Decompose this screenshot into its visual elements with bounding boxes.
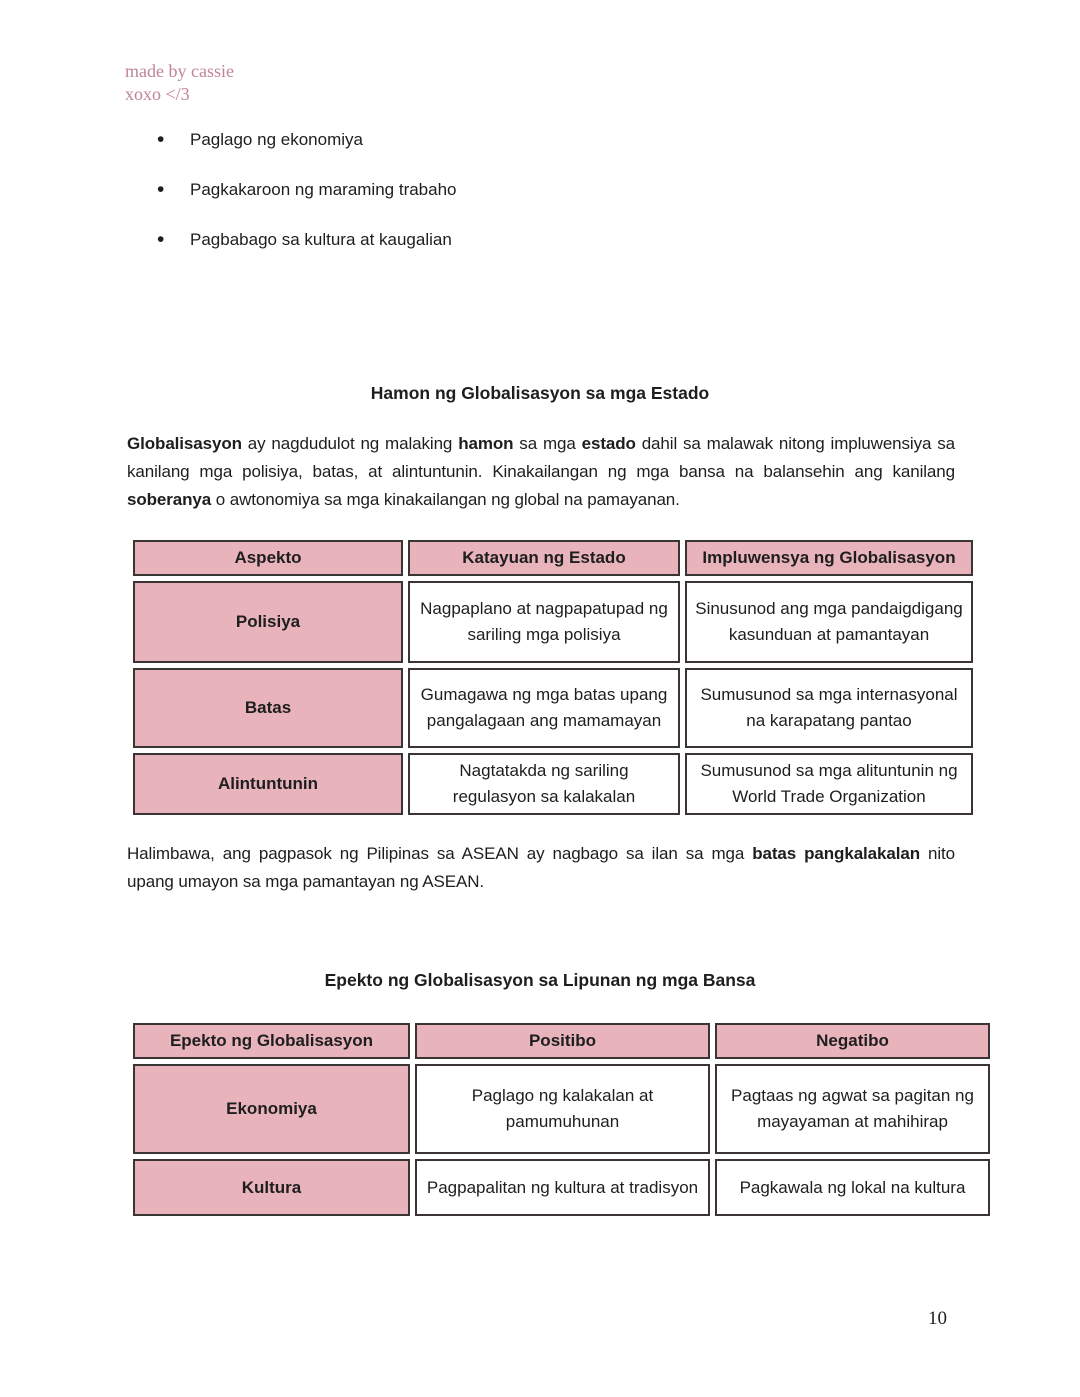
- page-number: 10: [928, 1308, 947, 1329]
- bold-term: hamon: [458, 434, 514, 453]
- table-row: [133, 581, 973, 663]
- text-segment: dahil sa malawak nitong impluwensiya sa kanilang mga polisiya, batas, at alintuntunin. Kinakailangan ng mga bansa na balansehin ang kanilang: [127, 434, 955, 481]
- table-cell: Pagkawala ng lokal na kultura: [715, 1159, 990, 1216]
- text-segment: nito upang umayon sa mga pamantayan ng ASEAN.: [127, 844, 955, 891]
- table-cell: Nagtatakda ng sariling regulasyon sa kalakalan: [408, 753, 680, 815]
- bullet-list: [157, 128, 457, 278]
- header-impluwensya: Impluwensya ng Globalisasyon: [685, 540, 973, 576]
- text-segment: sa mga: [513, 434, 582, 453]
- header-epekto: Epekto ng Globalisasyon: [133, 1023, 410, 1059]
- bold-term: estado: [581, 434, 636, 453]
- table-cell: Nagpaplano at nagpapatupad ng sariling mga polisiya: [408, 581, 680, 663]
- watermark: [125, 60, 234, 106]
- table-row: [133, 1064, 990, 1154]
- header-aspekto: Aspekto: [133, 540, 403, 576]
- section1-example-paragraph: [127, 840, 955, 896]
- row-label-ekonomiya: Ekonomiya: [133, 1064, 410, 1154]
- table-header-row: [133, 1023, 990, 1059]
- section1-intro-paragraph: [127, 430, 955, 514]
- table-header-row: [133, 540, 973, 576]
- header-katayuan: Katayuan ng Estado: [408, 540, 680, 576]
- row-label-alintuntunin: Alintuntunin: [133, 753, 403, 815]
- table-cell: Paglago ng kalakalan at pamumuhunan: [415, 1064, 710, 1154]
- table-cell: Sumusunod sa mga internasyonal na karapatang pantao: [685, 668, 973, 748]
- bold-term: Globalisasyon: [127, 434, 242, 453]
- table-cell: Sumusunod sa mga alituntunin ng World Trade Organization: [685, 753, 973, 815]
- bold-term: batas pangkalakalan: [752, 844, 920, 863]
- table-row: [133, 668, 973, 748]
- table-row: [133, 753, 973, 815]
- row-label-polisiya: Polisiya: [133, 581, 403, 663]
- text-segment: o awtonomiya sa mga kinakailangan ng global na pamayanan.: [211, 490, 680, 509]
- bullet-item: [157, 178, 457, 202]
- text-segment: ay nagdudulot ng malaking: [241, 434, 459, 453]
- table-cell: Sinusunod ang mga pandaigdigang kasunduan at pamantayan: [685, 581, 973, 663]
- table-row: [133, 1159, 990, 1216]
- text-segment: Halimbawa, ang pagpasok ng Pilipinas sa ASEAN ay nagbago sa ilan sa mga: [127, 844, 753, 863]
- bullet-text: Pagbabago sa kultura at kaugalian: [190, 230, 452, 249]
- bullet-item: [157, 128, 457, 152]
- section2-heading: Epekto ng Globalisasyon sa Lipunan ng mga Bansa: [324, 970, 756, 990]
- table-cell: Pagpapalitan ng kultura at tradisyon: [415, 1159, 710, 1216]
- table-cell: Pagtaas ng agwat sa pagitan ng mayayaman at mahihirap: [715, 1064, 990, 1154]
- watermark-line1: made by cassie: [125, 61, 234, 81]
- header-positibo: Positibo: [415, 1023, 710, 1059]
- row-label-batas: Batas: [133, 668, 403, 748]
- table-hamon-ng-globalisasyon: [128, 535, 978, 820]
- watermark-line2: xoxo </3: [125, 84, 190, 104]
- table-cell: Gumagawa ng mga batas upang pangalagaan ang mamamayan: [408, 668, 680, 748]
- section1-heading: Hamon ng Globalisasyon sa mga Estado: [370, 383, 710, 403]
- bullet-text: Pagkakaroon ng maraming trabaho: [190, 180, 457, 199]
- header-negatibo: Negatibo: [715, 1023, 990, 1059]
- bold-term: soberanya: [127, 490, 212, 509]
- row-label-kultura: Kultura: [133, 1159, 410, 1216]
- bullet-item: [157, 228, 457, 252]
- table-epekto-ng-globalisasyon: [128, 1018, 995, 1221]
- bullet-text: Paglago ng ekonomiya: [190, 130, 363, 149]
